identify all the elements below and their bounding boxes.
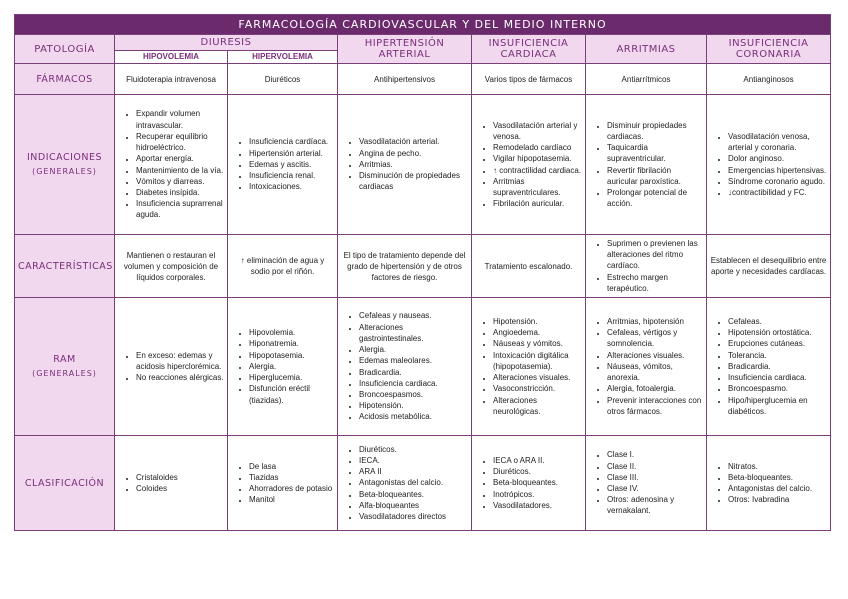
list-item: • Vasodilatadores directos <box>359 511 468 522</box>
list-item: • Angioedema. <box>493 327 582 338</box>
indicaciones-arritmias <box>586 95 707 235</box>
farmacos-arritmias: Antiarrítmicos <box>586 64 707 95</box>
list-item: • Vómitos y diarreas. <box>136 176 224 187</box>
list-item: • Remodelado cardíaco <box>493 142 582 153</box>
list-item: • Hiponatremia. <box>249 338 334 349</box>
list-item: • Vasodilatación arterial y venosa. <box>493 120 582 142</box>
clasificacion-arritmias <box>586 436 707 531</box>
list-item: • Alergia. <box>249 361 334 372</box>
list-item: • Hipopotasemia. <box>249 350 334 361</box>
list-item: • Otros: adenosina y vernakalant. <box>607 494 703 516</box>
list-item: • Síndrome coronario agudo. <box>728 176 827 187</box>
row-label-ram <box>15 298 115 436</box>
ram-sublabel: (GENERALES) <box>32 369 97 378</box>
bullet-list <box>589 120 703 210</box>
list-item: • Hipertensión arterial. <box>249 148 334 159</box>
list-item: • Arritmias, hipotensión <box>607 316 703 327</box>
header-hipertension: HIPERTENSIÓN ARTERIAL <box>338 35 472 64</box>
list-item: • Broncoespasmos. <box>359 389 468 400</box>
list-item: • Prevenir interacciones con otros fármacos. <box>607 395 703 417</box>
list-item: • Vasoconstricción. <box>493 383 582 394</box>
row-label-caracteristicas: CARACTERÍSTICAS <box>15 235 115 298</box>
clasificacion-ic <box>472 436 586 531</box>
ram-label: RAM <box>53 354 76 365</box>
list-item: • Dolor anginoso. <box>728 153 827 164</box>
list-item: • Ahorradores de potasio <box>249 483 334 494</box>
farmacos-hipertension: Antihipertensivos <box>338 64 472 95</box>
header-ic-line1: INSUFICIENCIA <box>488 38 569 49</box>
list-item: • Hipotensión. <box>493 316 582 327</box>
list-item: • ↑ contractilidad cardiaca. <box>493 165 582 176</box>
header-patologia: PATOLOGÍA <box>15 35 115 64</box>
indicaciones-coronaria <box>707 95 831 235</box>
list-item: • Edemas maleolares. <box>359 355 468 366</box>
bullet-list <box>475 120 582 210</box>
list-item: • Broncoespasmo. <box>728 383 827 394</box>
caracteristicas-coronaria: Establecen el desequilibrio entre aporte y necesidades cardíacas. <box>707 235 831 298</box>
caracteristicas-hipervolemia: ↑ eliminación de agua y sodio por el riñón. <box>228 235 338 298</box>
list-item: • Náuseas y vómitos. <box>493 338 582 349</box>
ram-hipervolemia <box>228 298 338 436</box>
list-item: • Clase II. <box>607 461 703 472</box>
list-item: • Emergencias hipertensivas. <box>728 165 827 176</box>
list-item: • Intoxicaciones. <box>249 181 334 192</box>
list-item: • Aportar energía. <box>136 153 224 164</box>
list-item: • Estrecho margen terapéutico. <box>607 272 703 294</box>
list-item: • Vigilar hipopotasemia. <box>493 153 582 164</box>
clasificacion-hipertension <box>338 436 472 531</box>
list-item: • Cefaleas. <box>728 316 827 327</box>
ram-ic <box>472 298 586 436</box>
list-item: • Diuréticos. <box>359 444 468 455</box>
list-item: • Alfa-bloqueantes <box>359 500 468 511</box>
list-item: • Disminuir propiedades cardiacas. <box>607 120 703 142</box>
list-item: • ARA II <box>359 466 468 477</box>
list-item: • En exceso: edemas y acidosis hiperclorémica. <box>136 350 224 372</box>
list-item: • De lasa <box>249 461 334 472</box>
list-item: • Arritmias. <box>359 159 468 170</box>
list-item: • Prolongar potencial de acción. <box>607 187 703 209</box>
pharmacology-table <box>14 14 831 531</box>
list-item: • Inotrópicos. <box>493 489 582 500</box>
ram-coronaria <box>707 298 831 436</box>
caracteristicas-ic: Tratamiento escalonado. <box>472 235 586 298</box>
list-item: • Insuficiencia renal. <box>249 170 334 181</box>
list-item: • Antagonistas del calcio. <box>359 477 468 488</box>
caracteristicas-hipovolemia: Mantienen o restauran el volumen y composición de líquidos corporales. <box>115 235 228 298</box>
header-hipervolemia: HIPERVOLEMIA <box>228 50 338 63</box>
list-item: • Erupciones cutáneas. <box>728 338 827 349</box>
bullet-list <box>589 449 703 516</box>
list-item: • Clase I. <box>607 449 703 460</box>
list-item: • Suprimen o previenen las alteraciones del ritmo cardíaco. <box>607 238 703 272</box>
header-insuficiencia-cardiaca <box>472 35 586 64</box>
list-item: • Alteraciones visuales. <box>493 372 582 383</box>
farmacos-hipervolemia: Diuréticos <box>228 64 338 95</box>
table-title: FARMACOLOGÍA CARDIOVASCULAR Y DEL MEDIO INTERNO <box>15 15 831 35</box>
list-item: • Coloides <box>136 483 224 494</box>
farmacos-ic: Varios tipos de fármacos <box>472 64 586 95</box>
header-arritmias: ARRITMIAS <box>586 35 707 64</box>
row-label-indicaciones <box>15 95 115 235</box>
list-item: • Alteraciones gastrointestinales. <box>359 322 468 344</box>
bullet-list <box>589 238 703 294</box>
list-item: • Beta-bloqueantes. <box>493 477 582 488</box>
header-insuficiencia-coronaria <box>707 35 831 64</box>
list-item: • Angina de pecho. <box>359 148 468 159</box>
ram-hipertension <box>338 298 472 436</box>
list-item: • Cefaleas y nauseas. <box>359 310 468 321</box>
header-hipovolemia: HIPOVOLEMIA <box>115 50 228 63</box>
row-label-farmacos: FÁRMACOS <box>15 64 115 95</box>
bullet-list <box>231 461 334 506</box>
bullet-list <box>341 310 468 422</box>
list-item: • Expandir volumen intravascular. <box>136 108 224 130</box>
bullet-list <box>710 131 827 198</box>
header-diuresis: DIURESIS <box>115 35 338 51</box>
list-item: • Náuseas, vómitos, anorexia. <box>607 361 703 383</box>
list-item: • Cristaloides <box>136 472 224 483</box>
list-item: • Clase III. <box>607 472 703 483</box>
list-item: • Beta-bloqueantes. <box>728 472 827 483</box>
bullet-list <box>710 316 827 417</box>
list-item: • Revertir fibrilación auricular paroxística. <box>607 165 703 187</box>
indicaciones-label: INDICACIONES <box>26 152 103 163</box>
list-item: • Alergia. <box>359 344 468 355</box>
list-item: • Alteraciones neurológicas. <box>493 395 582 417</box>
clasificacion-hipervolemia <box>228 436 338 531</box>
bullet-list <box>118 472 224 494</box>
list-item: • IECA. <box>359 455 468 466</box>
bullet-list <box>710 461 827 506</box>
list-item: • Vasodilatación venosa, arterial y coronaria. <box>728 131 827 153</box>
caracteristicas-hipertension: El tipo de tratamiento depende del grado de hipertensión y de otros factores de riesgo. <box>338 235 472 298</box>
farmacos-coronaria: Antianginosos <box>707 64 831 95</box>
header-coronaria-line1: INSUFICIENCIA <box>728 38 809 49</box>
list-item: • Acidosis metabólica. <box>359 411 468 422</box>
list-item: • Intoxicación digitálica (hipopotasemia). <box>493 350 582 372</box>
bullet-list <box>589 316 703 417</box>
list-item: • Beta-bloqueantes. <box>359 489 468 500</box>
pharmacology-table-sheet <box>14 14 830 551</box>
bullet-list <box>341 444 468 522</box>
list-item: • Otros: Ivabradina <box>728 494 827 505</box>
list-item: • Fibrilación auricular. <box>493 198 582 209</box>
indicaciones-hipervolemia <box>228 95 338 235</box>
list-item: • Arritmias supraventriculares. <box>493 176 582 198</box>
header-ic-line2: CARDIACA <box>500 49 557 60</box>
list-item: • Insuficiencia cardíaca. <box>249 136 334 147</box>
list-item: • Antagonistas del calcio. <box>728 483 827 494</box>
bullet-list <box>118 108 224 220</box>
indicaciones-sublabel: (GENERALES) <box>32 167 97 176</box>
list-item: • Vasodilatadores. <box>493 500 582 511</box>
ram-hipovolemia <box>115 298 228 436</box>
list-item: • Insuficiencia suprarrenal aguda. <box>136 198 224 220</box>
list-item: • Hipotensión ortostática. <box>728 327 827 338</box>
clasificacion-coronaria <box>707 436 831 531</box>
list-item: • Alteraciones visuales. <box>607 350 703 361</box>
list-item: • Hipotensión. <box>359 400 468 411</box>
indicaciones-hipovolemia <box>115 95 228 235</box>
list-item: • Disminución de propiedades cardiacas <box>359 170 468 192</box>
list-item: • Manitol <box>249 494 334 505</box>
bullet-list <box>341 136 468 192</box>
list-item: • Hipovolemia. <box>249 327 334 338</box>
list-item: • Tiazidas <box>249 472 334 483</box>
list-item: • ↓contractibilidad y FC. <box>728 187 827 198</box>
list-item: • Insuficiencia cardiaca. <box>359 378 468 389</box>
list-item: • Disfunción eréctil (tiazidas). <box>249 383 334 405</box>
list-item: • Cefaleas, vértigos y somnolencia. <box>607 327 703 349</box>
list-item: • Bradicardia. <box>728 361 827 372</box>
list-item: • Taquicardia supraventricular. <box>607 142 703 164</box>
bullet-list <box>475 316 582 417</box>
list-item: • Hipo/hiperglucemia en diabéticos. <box>728 395 827 417</box>
indicaciones-hipertension <box>338 95 472 235</box>
ram-arritmias <box>586 298 707 436</box>
list-item: • Clase IV. <box>607 483 703 494</box>
clasificacion-hipovolemia <box>115 436 228 531</box>
list-item: • No reacciones alérgicas. <box>136 372 224 383</box>
row-label-clasificacion: CLASIFICACIÓN <box>15 436 115 531</box>
list-item: • Hiperglucemia. <box>249 372 334 383</box>
indicaciones-ic <box>472 95 586 235</box>
list-item: • Vasodilatación arterial. <box>359 136 468 147</box>
bullet-list <box>475 455 582 511</box>
list-item: • Nitratos. <box>728 461 827 472</box>
bullet-list <box>231 136 334 192</box>
list-item: • Insuficiencia cardiaca. <box>728 372 827 383</box>
farmacos-hipovolemia: Fluidoterapia intravenosa <box>115 64 228 95</box>
list-item: • Alergia, fotoalergia. <box>607 383 703 394</box>
caracteristicas-arritmias <box>586 235 707 298</box>
list-item: • Bradicardia. <box>359 367 468 378</box>
list-item: • Recuperar equilibrio hidroeléctrico. <box>136 131 224 153</box>
list-item: • Mantenimiento de la vía. <box>136 165 224 176</box>
bullet-list <box>118 350 224 384</box>
list-item: • Diabetes insípida. <box>136 187 224 198</box>
list-item: • IECA o ARA II. <box>493 455 582 466</box>
list-item: • Tolerancia. <box>728 350 827 361</box>
bullet-list <box>231 327 334 405</box>
list-item: • Edemas y ascitis. <box>249 159 334 170</box>
header-coronaria-line2: CORONARIA <box>735 49 802 60</box>
list-item: • Diuréticos. <box>493 466 582 477</box>
